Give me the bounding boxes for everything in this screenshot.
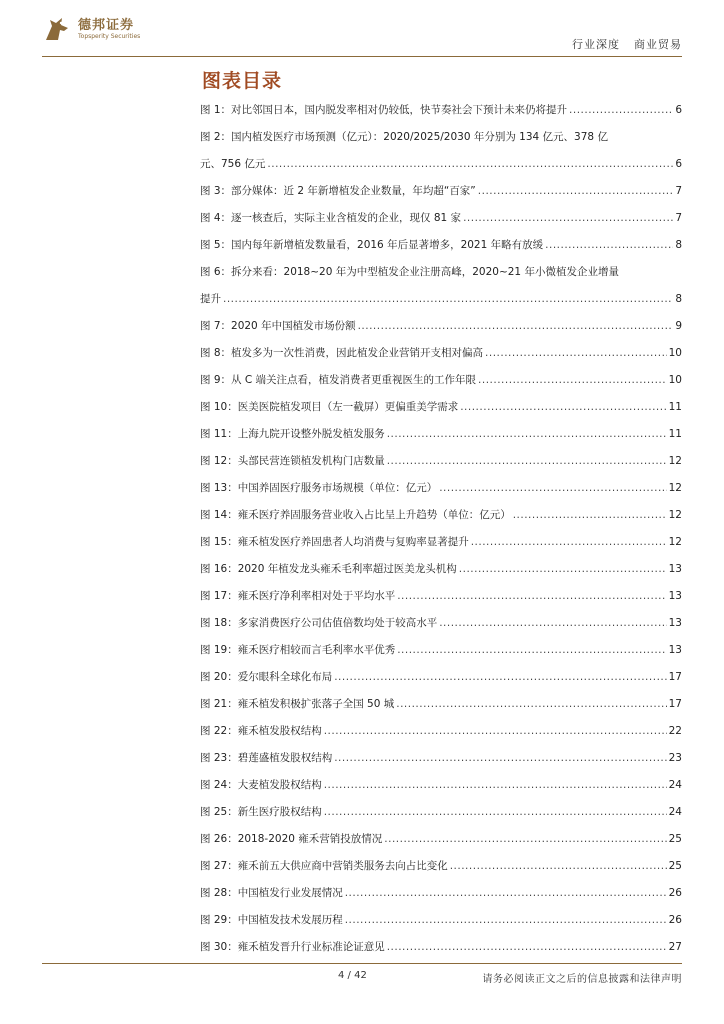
toc-leader-dots bbox=[334, 752, 666, 765]
toc-entry[interactable] bbox=[200, 914, 682, 941]
toc-page-number: 23 bbox=[668, 752, 682, 764]
toc-entry-text: 图 11：上海九院开设整外脱发植发服务 bbox=[200, 428, 385, 440]
toc-page-number: 7 bbox=[675, 185, 682, 197]
toc-page-number: 13 bbox=[668, 617, 682, 629]
toc-entry[interactable] bbox=[200, 806, 682, 833]
toc-page-number: 11 bbox=[668, 401, 682, 413]
toc-leader-dots bbox=[324, 725, 667, 738]
toc-leader-dots bbox=[478, 374, 667, 387]
toc-entry-text: 图 1：对比邻国日本，国内脱发率相对仍较低，快节奏社会下预计未来仍将提升 bbox=[200, 104, 568, 116]
toc-entry[interactable] bbox=[200, 644, 682, 671]
toc-page-number: 9 bbox=[675, 320, 682, 332]
toc-page-number: 12 bbox=[668, 455, 682, 467]
toc-entry-text: 图 15：雍禾植发医疗养固患者人均消费与复购率显著提升 bbox=[200, 536, 469, 548]
toc-leader-dots bbox=[396, 698, 666, 711]
toc-page-number: 8 bbox=[675, 239, 682, 251]
toc-entry-text: 图 12：头部民营连锁植发机构门店数量 bbox=[200, 455, 385, 467]
toc-leader-dots bbox=[384, 833, 666, 846]
toc-leader-dots bbox=[478, 185, 674, 198]
toc-entry[interactable] bbox=[200, 320, 682, 347]
toc-leader-dots bbox=[387, 455, 667, 468]
report-category bbox=[572, 36, 682, 52]
toc-leader-dots bbox=[324, 806, 667, 819]
toc-entry-text: 图 5：国内每年新增植发数量看，2016 年后显著增多，2021 年略有放缓 bbox=[200, 239, 544, 251]
toc-entry-text: 图 13：中国养固医疗服务市场规模（单位：亿元） bbox=[200, 482, 438, 494]
toc-entry-text: 图 22：雍禾植发股权结构 bbox=[200, 725, 322, 737]
toc-entry[interactable] bbox=[200, 590, 682, 617]
toc-leader-dots bbox=[387, 428, 667, 441]
toc-page-number: 11 bbox=[668, 428, 682, 440]
toc-entry-text: 图 16：2020 年植发龙头雍禾毛利率超过医美龙头机构 bbox=[200, 563, 457, 575]
toc-page-number: 6 bbox=[675, 104, 682, 116]
toc-entry-text: 图 28：中国植发行业发展情况 bbox=[200, 887, 343, 899]
toc-page-number: 13 bbox=[668, 563, 682, 575]
toc-entry-text: 图 14：雍禾医疗养固服务营业收入占比呈上升趋势（单位：亿元） bbox=[200, 509, 511, 521]
toc-entry-text: 图 4：逐一核查后，实际主业含植发的企业，现仅 81 家 bbox=[200, 212, 462, 224]
toc-leader-dots bbox=[450, 860, 667, 873]
toc-entry-text: 图 6：拆分来看：2018~20 年为中型植发企业注册高峰，2020~21 年小微植发企业增量 bbox=[200, 266, 619, 278]
toc-leader-dots bbox=[463, 212, 673, 225]
footer-divider bbox=[42, 963, 682, 964]
toc-entry[interactable] bbox=[200, 887, 682, 914]
toc-leader-dots bbox=[223, 293, 673, 306]
toc-page-number: 13 bbox=[668, 644, 682, 656]
toc-entry-text: 图 21：雍禾植发积极扩张落子全国 50 城 bbox=[200, 698, 395, 710]
toc-entry-text: 提升 bbox=[200, 293, 221, 305]
toc-leader-dots bbox=[345, 914, 667, 927]
page-header bbox=[0, 0, 724, 60]
toc-entry[interactable] bbox=[200, 131, 682, 185]
toc-entry[interactable] bbox=[200, 185, 682, 212]
brand-name-cn: 德邦证券 bbox=[78, 17, 135, 33]
toc-page-number: 10 bbox=[668, 347, 682, 359]
toc-page-number: 26 bbox=[668, 887, 682, 899]
toc-entry[interactable] bbox=[200, 266, 682, 320]
toc-leader-dots bbox=[397, 590, 666, 603]
toc-entry-text: 图 20：爱尔眼科全球化布局 bbox=[200, 671, 333, 683]
toc-entry[interactable] bbox=[200, 563, 682, 590]
toc-entry-text: 图 24：大麦植发股权结构 bbox=[200, 779, 322, 791]
toc-entry[interactable] bbox=[200, 536, 682, 563]
toc-leader-dots bbox=[267, 158, 673, 171]
toc-entry[interactable] bbox=[200, 482, 682, 509]
toc-entry[interactable] bbox=[200, 455, 682, 482]
toc-page-number: 6 bbox=[675, 158, 682, 170]
toc-entry-text: 图 3：部分媒体：近 2 年新增植发企业数量，年均超“百家” bbox=[200, 185, 476, 197]
toc-entry[interactable] bbox=[200, 725, 682, 752]
toc-entry[interactable] bbox=[200, 212, 682, 239]
brand-name-en: Topsperity Securities bbox=[78, 32, 141, 40]
page-number: 4 / 42 bbox=[338, 970, 367, 981]
horse-logo-icon bbox=[42, 14, 72, 44]
toc-entry-text: 图 19：雍禾医疗相较而言毛利率水平优秀 bbox=[200, 644, 396, 656]
toc-page-number: 17 bbox=[668, 671, 682, 683]
report-type: 行业深度 bbox=[572, 38, 620, 51]
toc-leader-dots bbox=[471, 536, 667, 549]
toc-leader-dots bbox=[439, 617, 666, 630]
toc-leader-dots bbox=[459, 563, 667, 576]
toc-title: 图表目录 bbox=[202, 70, 283, 92]
toc-page-number: 26 bbox=[668, 914, 682, 926]
toc-entry[interactable] bbox=[200, 509, 682, 536]
toc-page-number: 12 bbox=[668, 509, 682, 521]
toc-page-number: 25 bbox=[668, 860, 682, 872]
brand-logo bbox=[42, 14, 140, 44]
toc-page-number: 24 bbox=[668, 779, 682, 791]
toc-page-number: 12 bbox=[668, 536, 682, 548]
toc-page-number: 12 bbox=[668, 482, 682, 494]
toc-leader-dots bbox=[324, 779, 667, 792]
toc-leader-dots bbox=[545, 239, 673, 252]
toc-entry-text: 图 26：2018-2020 雍禾营销投放情况 bbox=[200, 833, 383, 845]
toc-entry[interactable] bbox=[200, 428, 682, 455]
toc-entry-text: 图 23：碧莲盛植发股权结构 bbox=[200, 752, 333, 764]
toc-entry-text: 图 27：雍禾前五大供应商中营销类服务去向占比变化 bbox=[200, 860, 448, 872]
toc-entry[interactable] bbox=[200, 671, 682, 698]
toc-page-number: 25 bbox=[668, 833, 682, 845]
toc-entry[interactable] bbox=[200, 401, 682, 428]
toc-entry-text: 图 30：雍禾植发晋升行业标准论证意见 bbox=[200, 941, 385, 953]
toc-entry-text: 图 8：植发多为一次性消费，因此植发企业营销开支相对偏高 bbox=[200, 347, 484, 359]
toc-entry-text: 图 18：多家消费医疗公司估值倍数均处于较高水平 bbox=[200, 617, 438, 629]
toc-entry[interactable] bbox=[200, 698, 682, 725]
report-sector: 商业贸易 bbox=[634, 38, 682, 51]
toc-entry[interactable] bbox=[200, 833, 682, 860]
toc-leader-dots bbox=[334, 671, 666, 684]
toc-leader-dots bbox=[358, 320, 674, 333]
header-divider bbox=[42, 56, 682, 57]
toc-leader-dots bbox=[397, 644, 666, 657]
toc-entry-text: 图 10：医美医院植发项目（左一截屏）更偏重美学需求 bbox=[200, 401, 459, 413]
toc-entry-text: 图 25：新生医疗股权结构 bbox=[200, 806, 322, 818]
toc-entry-text: 图 9：从 C 端关注点看，植发消费者更重视医生的工作年限 bbox=[200, 374, 477, 386]
disclaimer-note: 请务必阅读正文之后的信息披露和法律声明 bbox=[482, 974, 682, 985]
toc-entry-text: 图 2：国内植发医疗市场预测（亿元）：2020/2025/2030 年分别为 134 亿元、378 亿 bbox=[200, 131, 608, 143]
toc-page-number: 22 bbox=[668, 725, 682, 737]
toc-entry[interactable] bbox=[200, 860, 682, 887]
toc-leader-dots bbox=[569, 104, 673, 117]
toc-entry[interactable] bbox=[200, 239, 682, 266]
toc-entry-text: 图 7：2020 年中国植发市场份额 bbox=[200, 320, 356, 332]
toc-leader-dots bbox=[387, 941, 667, 954]
toc-entry-text: 元、756 亿元 bbox=[200, 158, 266, 170]
toc-page-number: 8 bbox=[675, 293, 682, 305]
toc-leader-dots bbox=[439, 482, 666, 495]
toc-page-number: 27 bbox=[668, 941, 682, 953]
toc-entry[interactable] bbox=[200, 752, 682, 779]
toc-page-number: 7 bbox=[675, 212, 682, 224]
toc-page-number: 13 bbox=[668, 590, 682, 602]
toc-entry[interactable] bbox=[200, 617, 682, 644]
toc-leader-dots bbox=[513, 509, 667, 522]
toc-page-number: 24 bbox=[668, 806, 682, 818]
toc-entry[interactable] bbox=[200, 374, 682, 401]
toc-page-number: 10 bbox=[668, 374, 682, 386]
toc-entry[interactable] bbox=[200, 779, 682, 806]
toc-entry[interactable] bbox=[200, 347, 682, 374]
toc-entry-text: 图 29：中国植发技术发展历程 bbox=[200, 914, 343, 926]
figure-toc bbox=[200, 104, 682, 968]
toc-page-number: 17 bbox=[668, 698, 682, 710]
toc-entry-text: 图 17：雍禾医疗净利率相对处于平均水平 bbox=[200, 590, 396, 602]
toc-leader-dots bbox=[345, 887, 667, 900]
toc-leader-dots bbox=[485, 347, 667, 360]
toc-entry[interactable] bbox=[200, 104, 682, 131]
toc-leader-dots bbox=[460, 401, 666, 414]
